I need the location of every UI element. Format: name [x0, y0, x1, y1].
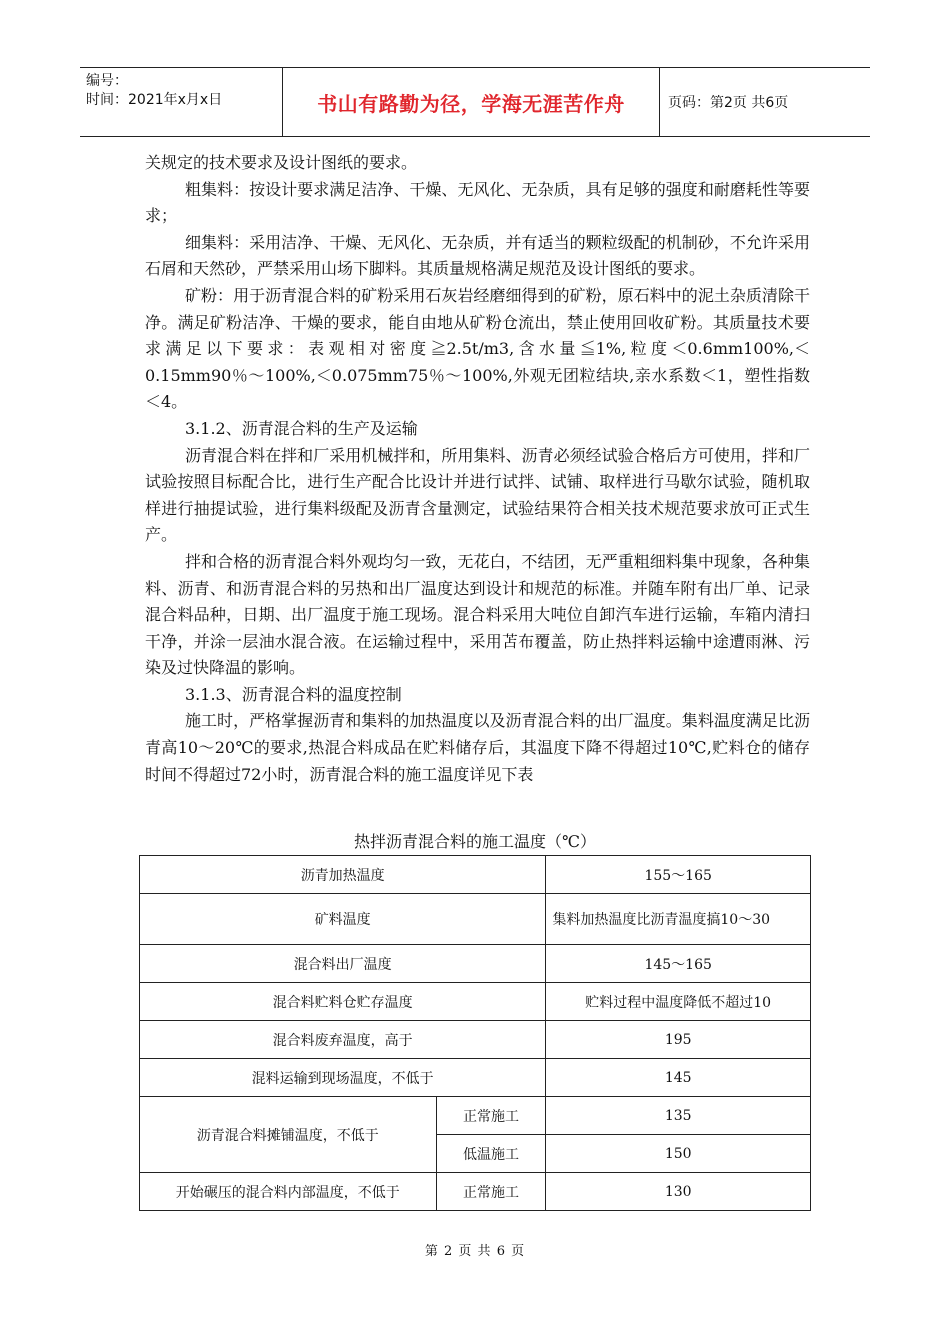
- table-cell-value: 贮料过程中温度降低不超过10: [546, 983, 811, 1021]
- table-cell-condition: 低温施工: [436, 1135, 546, 1173]
- table-cell-value: 130: [546, 1173, 811, 1211]
- table-cell-value: 集料加热温度比沥青温度搞10～30: [546, 894, 811, 945]
- table-cell-value: 150: [546, 1135, 811, 1173]
- paragraph: 矿粉：用于沥青混合料的矿粉采用石灰岩经磨细得到的矿粉，原石料中的泥土杂质清除干净。满足矿粉洁净、干燥的要求，能自由地从矿粉仓流出，禁止使用回收矿粉。其质量技术要求满足以下要求：表观相对密度≧2.5t/m3,含水量≦1%,粒度＜0.6mm100%,＜0.15mm90％～100%,＜0.075mm75％～100%,外观无团粒结块,亲水系数＜1，塑性指数＜4。: [145, 285, 810, 412]
- paragraph: 施工时，严格掌握沥青和集料的加热温度以及沥青混合料的出厂温度。集料温度满足比沥青高10～20℃的要求,热混合料成品在贮料储存后，其温度下降不得超过10℃,贮料仓的储存时间不得超过72小时，沥青混合料的施工温度详见下表: [145, 711, 810, 784]
- table-row: [140, 983, 811, 1021]
- table-row: [140, 1097, 811, 1135]
- time-label: 时间：2021年x月x日: [86, 92, 223, 108]
- section-heading: 3.1.2、沥青混合料的生产及运输: [185, 418, 418, 438]
- document-body: [145, 150, 810, 788]
- temperature-table: [139, 855, 811, 1211]
- header-meta: [80, 68, 283, 136]
- paragraph: 粗集料：按设计要求满足洁净、干燥、无风化、无杂质，具有足够的强度和耐磨耗性等要求；: [145, 179, 810, 226]
- paragraph: 细集料：采用洁净、干燥、无风化、无杂质，并有适当的颗粒级配的机制砂，不允许采用石屑和天然砂，严禁采用山场下脚料。其质量规格满足规范及设计图纸的要求。: [145, 232, 810, 279]
- table-cell-condition: 正常施工: [436, 1173, 546, 1211]
- table-row: [140, 945, 811, 983]
- table-cell-item: 混合料出厂温度: [140, 945, 546, 983]
- paragraph: 关规定的技术要求及设计图纸的要求。: [145, 153, 418, 172]
- table-cell-item: 混合料废弃温度，高于: [140, 1021, 546, 1059]
- table-cell-value: 195: [546, 1021, 811, 1059]
- table-cell-item: 沥青加热温度: [140, 856, 546, 894]
- table-cell-condition: 正常施工: [436, 1097, 546, 1135]
- table-cell-value: 155～165: [546, 856, 811, 894]
- table-title: 热拌沥青混合料的施工温度（℃）: [354, 832, 596, 851]
- serial-label: 编号：: [86, 73, 128, 89]
- page-footer: 第 2 页 共 6 页: [424, 1244, 526, 1259]
- table-row: [140, 1021, 811, 1059]
- table-cell-item: 混合料贮料仓贮存温度: [140, 983, 546, 1021]
- table-cell-value: 135: [546, 1097, 811, 1135]
- header-page-label: 页码：第2页 共6页: [668, 95, 789, 111]
- table-row: [140, 1059, 811, 1097]
- table-cell-item: 混料运输到现场温度，不低于: [140, 1059, 546, 1097]
- table-cell-item: 沥青混合料摊铺温度，不低于: [140, 1097, 437, 1173]
- paragraph: 沥青混合料在拌和厂采用机械拌和，所用集料、沥青必须经试验合格后方可使用，拌和厂试验按照目标配合比，进行生产配合比设计并进行试拌、试铺、取样进行马歇尔试验，随机取样进行抽提试验，进行集料级配及沥青含量测定，试验结果符合相关技术规范要求放可正式生产。: [145, 445, 810, 545]
- table-cell-value: 145～165: [546, 945, 811, 983]
- table-row: [140, 894, 811, 945]
- header-motto: 书山有路勤为径，学海无涯苦作舟: [283, 68, 660, 136]
- page-header: [80, 67, 870, 137]
- paragraph: 拌和合格的沥青混合料外观均匀一致，无花白，不结团，无严重粗细料集中现象，各种集料、沥青、和沥青混合料的另热和出厂温度达到设计和规范的标准。并随车附有出厂单、记录混合料品种，日期、出厂温度于施工现场。混合料采用大吨位自卸汽车进行运输，车箱内清扫干净，并涂一层油水混合液。在运输过程中，采用苫布覆盖，防止热拌料运输中途遭雨淋、污染及过快降温的影响。: [145, 551, 810, 678]
- table-cell-item: 矿料温度: [140, 894, 546, 945]
- table-row: [140, 1173, 811, 1211]
- table-row: [140, 856, 811, 894]
- table-cell-value: 145: [546, 1059, 811, 1097]
- table-cell-item: 开始碾压的混合料内部温度，不低于: [140, 1173, 437, 1211]
- section-heading: 3.1.3、沥青混合料的温度控制: [185, 684, 402, 704]
